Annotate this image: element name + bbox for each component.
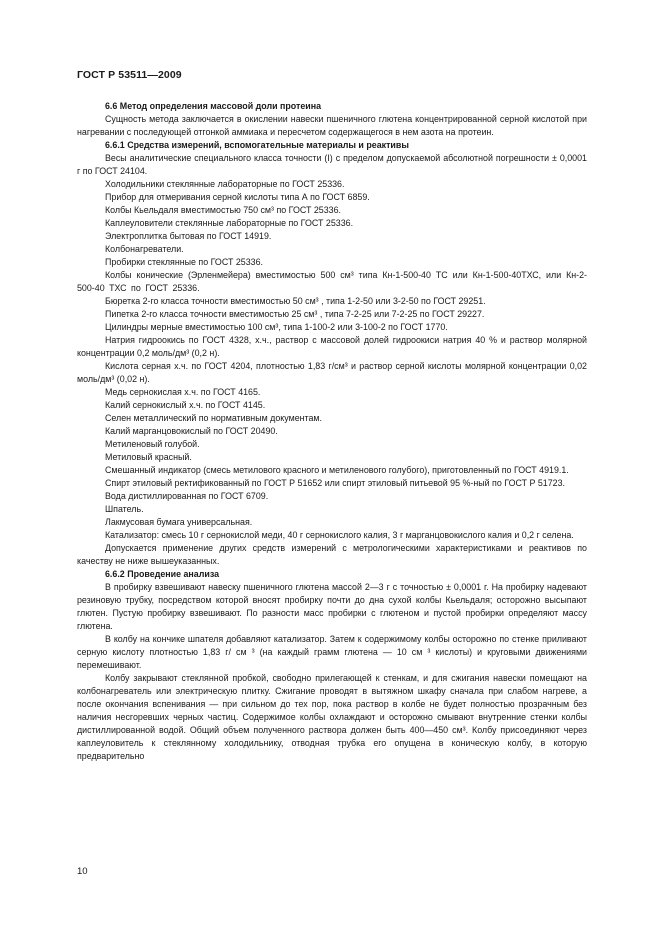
paragraph: Колбонагреватели.	[105, 244, 184, 254]
paragraph: Кислота серная х.ч. по ГОСТ 4204, плотностью 1,83 г/см³ и раствор серной кислоты молярной концентрации 0,02 моль/дм³ (0,02 н).	[77, 361, 587, 384]
paragraph: Калий марганцовокислый по ГОСТ 20490.	[105, 426, 278, 436]
paragraph: Электроплитка бытовая по ГОСТ 14919.	[105, 231, 272, 241]
paragraph: Сущность метода заключается в окислении навески пшеничного глютена концентрированной серной кислотой при нагревании с последующей отгонкой аммиака и пересчетом содержащегося в нем азота на протеин.	[77, 114, 587, 137]
paragraph: Смешанный индикатор (смесь метилового красного и метиленового голубого), приготовленный по ГОСТ 4919.1.	[105, 465, 569, 475]
paragraph: Цилиндры мерные вместимостью 100 см³, типа 1-100-2 или 3-100-2 по ГОСТ 1770.	[105, 322, 448, 332]
paragraph: Вода дистиллированная по ГОСТ 6709.	[105, 491, 269, 501]
paragraph: Колбы конические (Эрленмейера) вместимостью 500 см³ типа Кн-1-500-40 ТС или Кн-1-500-40ТХС, или Кн-2-500-40 ТХС по ГОСТ 25336.	[77, 270, 587, 293]
paragraph: Бюретка 2-го класса точности вместимостью 50 см³ , типа 1-2-50 или 3-2-50 по ГОСТ 29251.	[105, 296, 486, 306]
section-heading-6-6-2: 6.6.2 Проведение анализа	[105, 569, 220, 579]
paragraph: Медь сернокислая х.ч. по ГОСТ 4165.	[105, 387, 261, 397]
paragraph: Каплеуловители стеклянные лабораторные по ГОСТ 25336.	[105, 218, 354, 228]
paragraph: Натрия гидроокись по ГОСТ 4328, х.ч., раствор с массовой долей гидроокиси натрия 40 % и раствор молярной концентрации 0,2 моль/дм³ (0,2 н).	[77, 335, 587, 358]
paragraph: В пробирку взвешивают навеску пшеничного глютена массой 2—3 г с точностью ± 0,0001 г. На пробирку надевают резиновую трубку, посредством которой вносят пробирку почти до дна сухой колбы Кьельдаля; осторожно высыпают глютен. Пустую пробирку взвешивают. По разности масс пробирки с глютеном и пустой пробирки определяют массу глютена.	[77, 582, 587, 631]
section-heading-6-6: 6.6 Метод определения массовой доли протеина	[105, 101, 322, 111]
paragraph: В колбу на кончике шпателя добавляют катализатор. Затем к содержимому колбы осторожно по стенке приливают серную кислоту плотностью 1,83 г/ см ³ (на каждый грамм глютена — 10 см ³ кислоты) и круговыми движениями перемешивают.	[77, 634, 587, 670]
paragraph: Катализатор: смесь 10 г сернокислой меди, 40 г сернокислого калия, 3 г марганцовокислого калия и 0,2 г селена.	[105, 530, 574, 540]
paragraph: Метиловый красный.	[105, 452, 192, 462]
paragraph: Пипетка 2-го класса точности вместимостью 25 см³ , типа 7-2-25 или 7-2-25 по ГОСТ 29227.	[105, 309, 485, 319]
paragraph: Колбы Кьельдаля вместимостью 750 см³ по ГОСТ 25336.	[105, 205, 342, 215]
paragraph: Калий сернокислый х.ч. по ГОСТ 4145.	[105, 400, 266, 410]
paragraph: Весы аналитические специального класса точности (I) с пределом допускаемой абсолютной погрешности ± 0,0001 г по ГОСТ 24104.	[77, 153, 587, 176]
paragraph: Допускается применение других средств измерений с метрологическими характеристиками и реактивов по качеству не ниже вышеуказанных.	[77, 543, 587, 566]
standard-header: ГОСТ Р 53511—2009	[77, 69, 182, 81]
paragraph: Спирт этиловый ректификованный по ГОСТ Р 51652 или спирт этиловый питьевой 95 %-ный по ГОСТ Р 51723.	[105, 478, 566, 488]
paragraph: Лакмусовая бумага универсальная.	[105, 517, 253, 527]
paragraph: Метиленовый голубой.	[105, 439, 200, 449]
page-body	[77, 100, 587, 763]
paragraph: Колбу закрывают стеклянной пробкой, свободно прилегающей к стенкам, и для сжигания навески помещают на колбонагреватель или электрическую плитку. Сжигание проводят в вытяжном шкафу сначала при слабом нагреве, а после окончания вспенивания — при сильном до тех пор, пока раствор в колбе не будет полностью прозрачным без наличия несгоревших черных частиц. Содержимое колбы охлаждают и осторожно смывают внутренние стенки колбы дистиллированной водой. Общий объем полученного раствора должен быть 400—450 см³. Колбу присоединяют через каплеуловитель к стеклянному холодильнику, отводная трубка его опущена в коническую колбу, в которую предварительно	[77, 673, 587, 761]
paragraph: Прибор для отмеривания серной кислоты типа А по ГОСТ 6859.	[105, 192, 370, 202]
section-heading-6-6-1: 6.6.1 Средства измерений, вспомогательные материалы и реактивы	[105, 140, 409, 150]
paragraph: Пробирки стеклянные по ГОСТ 25336.	[105, 257, 263, 267]
paragraph: Холодильники стеклянные лабораторные по ГОСТ 25336.	[105, 179, 345, 189]
paragraph: Селен металлический по нормативным документам.	[105, 413, 322, 423]
paragraph: Шпатель.	[105, 504, 144, 514]
page-number: 10	[77, 866, 88, 877]
